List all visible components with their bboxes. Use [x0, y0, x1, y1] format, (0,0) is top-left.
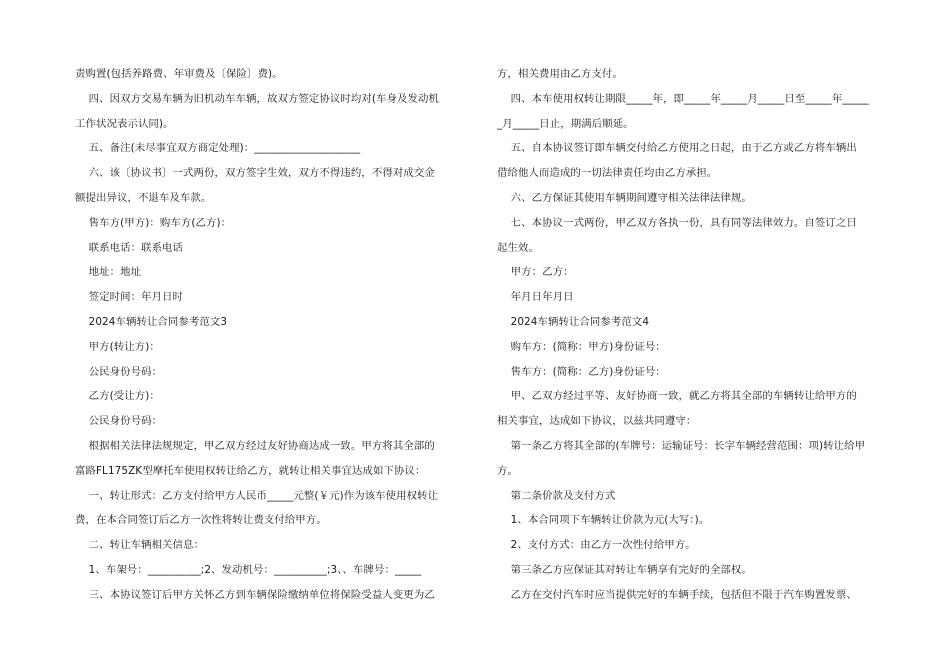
text-line: 公民身份号码： [75, 415, 163, 428]
text-line: 公民身份号码： [75, 365, 163, 378]
text-line: 二、转让车辆相关信息： [75, 539, 205, 552]
text-line: 地址：地址 [75, 266, 142, 279]
text-line: 1、车架号：__________;2、发动机号：__________;3、、车牌号：_____ [75, 563, 422, 576]
text-line: 签定时间：年月日时 [75, 291, 184, 304]
text-line: 额提出异议，不退车及车款。 [75, 191, 212, 204]
left-column [75, 62, 455, 608]
text-line: 相关事宜，达成如下协议，以兹共同遵守： [497, 415, 697, 428]
text-line: 三、本协议签订后甲方关怀乙方到车辆保险缴纳单位将保险受益人变更为乙 [75, 588, 435, 601]
text-line: 责购置(包括养路费、年审费及〔保险〕费)。 [75, 68, 283, 80]
text-line: 第一条乙方将其全部的(车牌号：运输证号：长字车辆经营范围：项)转让给甲 [497, 439, 866, 452]
text-line: 四、因双方交易车辆为旧机动车车辆，故双方签定协议时均对(车身及发动机 [75, 92, 439, 105]
text-line: _月_____日止，期满后顺延。 [497, 117, 634, 130]
text-line: 第三条乙方应保证其对转让车辆享有完好的全部权。 [497, 563, 752, 576]
text-line: 1、本合同项下车辆转让价款为元(大写：)。 [497, 514, 710, 527]
text-line: 六、该〔协议书〕一式两份，双方签字生效，双方不得违约，不得对成交金 [75, 167, 435, 180]
text-line: 五、备注(未尽事宜双方商定处理)：____________________ [75, 142, 361, 155]
text-line: 起生效。 [497, 241, 539, 254]
text-line: 年月日年月日 [497, 291, 574, 304]
text-line: 乙方(受让方)： [75, 390, 160, 403]
text-line: 四、本车使用权转让期限_____年，即_____年_____月_____日至_____年_____ [497, 92, 869, 105]
text-line: 2、支付方式：由乙方一次性付给甲方。 [497, 539, 696, 552]
text-line: 2024车辆转让合同参考范文3 [75, 315, 228, 328]
text-line: 第二条价款及支付方式 [497, 489, 616, 502]
text-line: 方，相关费用由乙方支付。 [497, 68, 623, 80]
text-line: 费，在本合同签订后乙方一次性将转让费支付给甲方。 [75, 514, 327, 527]
text-line: 2024车辆转让合同参考范文4 [497, 315, 650, 328]
text-line: 售车方：(简称：乙方)身份证号： [497, 365, 666, 378]
text-line: 一、转让形式：乙方支付给甲方人民币_____元整(￥元)作为该车使用权转让 [75, 489, 439, 502]
text-line: 甲、乙双方经过平等、友好协商一致，就乙方将其全部的车辆转让给甲方的 [497, 390, 857, 403]
text-line: 借给他人而造成的一切法律责任均由乙方承担。 [497, 167, 718, 180]
right-column [497, 62, 877, 608]
text-line: 方。 [497, 464, 518, 477]
text-line: 联系电话：联系电话 [75, 241, 184, 254]
text-line: 五、自本协议签订即车辆交付给乙方使用之日起，由于乙方或乙方将车辆出 [497, 142, 857, 155]
text-line: 工作状况表示认同)。 [75, 117, 174, 130]
text-line: 甲方(转让方)： [75, 340, 160, 353]
text-line: 乙方在交付汽车时应当提供完好的车辆手续，包括但不限于汽车购置发票、 [497, 588, 857, 601]
text-line: 甲方：乙方： [497, 266, 574, 279]
text-line: 富路FL175ZK型摩托车使用权转让给乙方，就转让相关事宜达成如下协议： [75, 464, 426, 477]
text-line: 根据相关法律法规规定，甲乙双方经过友好协商达成一致。甲方将其全部的 [75, 439, 435, 452]
text-line: 六、乙方保证其使用车辆期间遵守相关法律法律规。 [497, 191, 752, 204]
text-line: 购车方：(简称：甲方)身份证号： [497, 340, 666, 353]
text-line: 七、本协议一式两份，甲乙双方各执一份，具有同等法律效力。自签订之日 [497, 216, 857, 229]
text-line: 售车方(甲方)：购车方(乙方)： [75, 216, 232, 229]
